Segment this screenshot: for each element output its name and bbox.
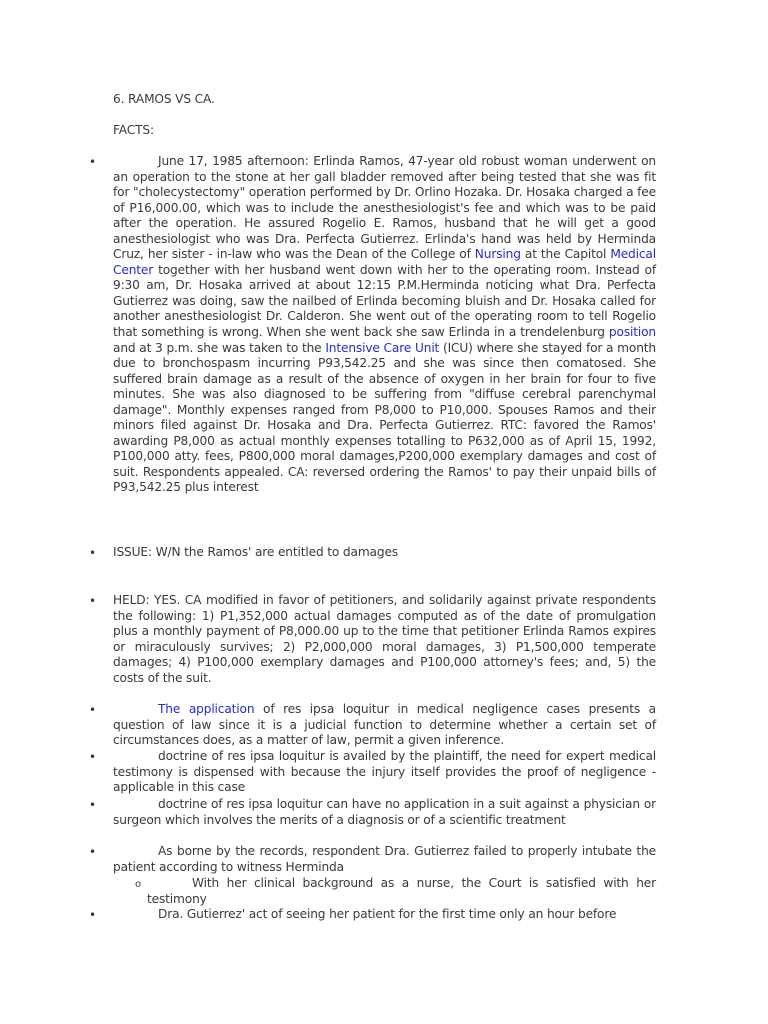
sub-bullet: o bbox=[135, 879, 141, 890]
case-heading: 6. RAMOS VS CA. bbox=[113, 92, 215, 106]
doctrine-applicable-paragraph: doctrine of res ipsa loquitur is availed by the plaintiff, the need for expert medical testimony is dispensed with because the injury itself provides the proof of negligence - applicable in this case bbox=[113, 749, 656, 795]
bullet: • bbox=[89, 750, 96, 764]
facts-text: at the Capitol bbox=[520, 247, 611, 262]
facts-paragraph bbox=[113, 154, 656, 496]
gutierrez-act-paragraph: Dra. Gutierrez' act of seeing her patient for the first time only an hour before bbox=[158, 907, 617, 921]
records-paragraph: As borne by the records, respondent Dra. Gutierrez failed to properly intubate the patient according to witness Herminda bbox=[113, 844, 656, 874]
bullet: • bbox=[89, 908, 96, 922]
bullet: • bbox=[89, 546, 96, 560]
medical-center-link[interactable]: Medical Center bbox=[113, 247, 656, 277]
bullet: • bbox=[89, 798, 96, 812]
held-paragraph: HELD: YES. CA modified in favor of petitioners, and solidarily against private respondents the following: 1) P1,352,000 actual damages computed as of the date of promulgation plus a monthly payment of P8,000.00 up to the time that petitioner Erlinda Ramos expires or miraculously survives; 2) P2,000,000 moral damages, 3) P1,500,000 temperate damages; 4) P100,000 exemplary damages and P100,000 attorney's fees; and, 5) the costs of the suit. bbox=[113, 593, 656, 685]
bullet: • bbox=[89, 703, 96, 717]
facts-text: (ICU) where she stayed for a month due to bronchospasm incurring P93,542.25 and she was since then comatosed. She suffered brain damage as a result of the absence of oxygen in her brain for four to five minutes. She was also diagnosed to be suffering from "diffuse cerebral parenchymal damage". Monthly expenses ranged from P8,000 to P10,000. Spouses Ramos and their minors filed against Dr. Hosaka and Dra. Perfecta Gutierrez. RTC: favored the Ramos' awarding P8,000 as actual monthly expenses totalling to P632,000 as of April 15, 1992, P100,000 atty. fees, P800,000 moral damages,P200,000 exemplary damages and cost of suit. Respondents appealed. CA: reversed ordering the Ramos' to pay their unpaid bills of P93,542.25 plus interest bbox=[113, 340, 656, 495]
nurse-testimony-paragraph: With her clinical background as a nurse, the Court is satisfied with her testimony bbox=[147, 876, 656, 906]
application-text: of res ipsa loquitur in medical negligence cases presents a question of law since it is a judicial function to determine whether a certain set of circumstances does, as a matter of law, permit a given inference. bbox=[113, 702, 656, 748]
issue-paragraph: ISSUE: W/N the Ramos' are entitled to damages bbox=[113, 545, 398, 559]
position-link[interactable]: position bbox=[608, 325, 656, 340]
nursing-link[interactable]: Nursing bbox=[474, 247, 521, 262]
bullet: • bbox=[89, 845, 96, 859]
intensive-care-unit-link[interactable]: Intensive Care Unit bbox=[325, 340, 440, 355]
facts-text: and at 3 p.m. she was taken to the bbox=[113, 340, 326, 355]
bullet: • bbox=[89, 594, 96, 608]
application-link[interactable]: The application bbox=[158, 702, 255, 716]
doctrine-not-applicable-paragraph: doctrine of res ipsa loquitur can have no application in a suit against a physician or surgeon which involves the merits of a diagnosis or of a scientific treatment bbox=[113, 797, 656, 827]
application-paragraph bbox=[113, 702, 656, 749]
facts-label: FACTS: bbox=[113, 123, 154, 137]
bullet: • bbox=[89, 155, 96, 169]
facts-text: June 17, 1985 afternoon: Erlinda Ramos, 47-year old robust woman underwent on an operation to the stone at her gall bladder removed after being tested that she was fit for "cholecystectomy" operation performed by Dr. Orlino Hozaka. Dr. Hosaka charged a fee of P16,000.00, which was to include the anesthesiologist's fee and which was to be paid after the operation. He assured Rogelio E. Ramos, husband that he will get a good anesthesiologist who was Dra. Perfecta Gutierrez. Erlinda's hand was held by Herminda Cruz, her sister - in-law who was the Dean of the College of bbox=[113, 154, 656, 262]
facts-text: together with her husband went down with her to the operating room. Instead of 9:30 am, Dr. Hosaka arrived at about 12:15 P.M.Herminda noticing what Dra. Perfecta Gutierrez was doing, saw the nailbed of Erlinda becoming bluish and Dr. Hosaka called for another anesthesiologist Dr. Calderon. She went out of the operating room to tell Rogelio that something is wrong. When she went back she saw Erlinda in a trendelenburg bbox=[113, 262, 656, 340]
